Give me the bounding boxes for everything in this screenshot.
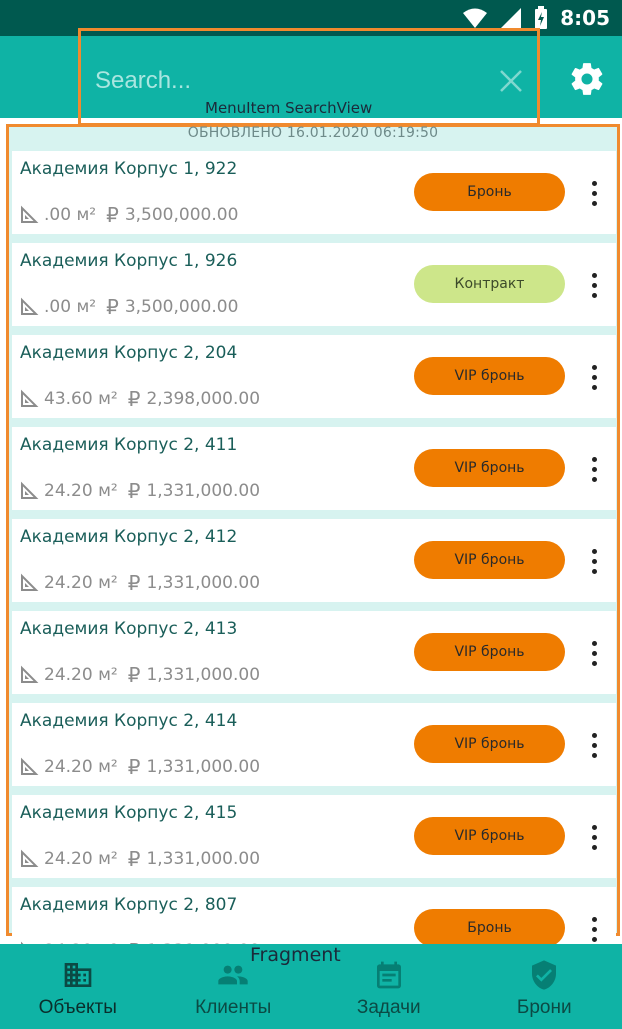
nav-label: Клиенты [195, 997, 272, 1018]
status-badge[interactable]: VIP бронь [414, 449, 565, 487]
object-title: Академия Корпус 2, 411 [20, 435, 238, 455]
object-meta [20, 663, 260, 687]
ruble-icon: ₽ [127, 755, 141, 779]
building-icon [62, 959, 94, 991]
object-price: 1,331,000.00 [146, 665, 261, 685]
object-area: 24.20 м² [44, 481, 118, 501]
status-badge[interactable]: VIP бронь [414, 541, 565, 579]
ruler-icon [20, 574, 38, 592]
object-price: 1,331,000.00 [146, 757, 261, 777]
ruler-icon [20, 390, 38, 408]
search-view [78, 28, 540, 126]
object-price: 1,331,000.00 [146, 573, 261, 593]
object-meta [20, 571, 260, 595]
object-price: 3,500,000.00 [124, 205, 239, 225]
list-item[interactable] [12, 703, 616, 786]
ruler-icon [20, 850, 38, 868]
ruble-icon: ₽ [127, 479, 141, 503]
search-view-annotation: MenuItem SearchView [205, 99, 373, 117]
status-badge[interactable]: VIP бронь [414, 633, 565, 671]
list-item[interactable] [12, 611, 616, 694]
ruler-icon [20, 206, 38, 224]
object-title: Академия Корпус 2, 415 [20, 803, 238, 823]
wifi-icon [462, 7, 488, 29]
object-meta [20, 203, 238, 227]
object-title: Академия Корпус 2, 412 [20, 527, 238, 547]
object-price: 2,398,000.00 [146, 389, 261, 409]
object-meta [20, 755, 260, 779]
nav-label: Объекты [38, 997, 117, 1018]
nav-label: Задачи [356, 997, 421, 1018]
status-badge[interactable]: VIP бронь [414, 357, 565, 395]
more-vert-icon[interactable] [584, 265, 604, 305]
gear-icon[interactable] [568, 60, 606, 98]
object-meta [20, 295, 238, 319]
object-list[interactable] [12, 151, 616, 979]
object-meta [20, 847, 260, 871]
object-title: Академия Корпус 2, 414 [20, 711, 238, 731]
calendar-icon [373, 959, 405, 991]
ruler-icon [20, 666, 38, 684]
ruble-icon: ₽ [127, 663, 141, 687]
object-price: 3,500,000.00 [124, 297, 239, 317]
object-area: 24.20 м² [44, 757, 118, 777]
object-price: 1,331,000.00 [146, 481, 261, 501]
ruble-icon: ₽ [127, 571, 141, 595]
more-vert-icon[interactable] [584, 633, 604, 673]
object-meta [20, 479, 260, 503]
object-area: .00 м² [44, 297, 97, 317]
list-item[interactable] [12, 519, 616, 602]
list-item[interactable] [12, 243, 616, 326]
status-badge[interactable]: VIP бронь [414, 725, 565, 763]
ruler-icon [20, 482, 38, 500]
ruble-icon: ₽ [106, 203, 119, 227]
updated-timestamp: ОБНОВЛЕНО 16.01.2020 06:19:50 [187, 125, 439, 141]
battery-charging-icon [534, 6, 548, 30]
signal-icon [500, 7, 522, 29]
more-vert-icon[interactable] [584, 909, 604, 949]
status-time: 8:05 [560, 6, 610, 30]
status-badge[interactable]: Бронь [414, 173, 565, 211]
status-badge[interactable]: Бронь [414, 909, 565, 947]
ruler-icon [20, 298, 38, 316]
more-vert-icon[interactable] [584, 449, 604, 489]
object-title: Академия Корпус 2, 807 [20, 895, 238, 915]
object-title: Академия Корпус 1, 922 [20, 159, 238, 179]
object-area: 24.20 м² [44, 849, 118, 869]
people-icon [217, 959, 249, 991]
shield-check-icon [528, 959, 560, 991]
object-title: Академия Корпус 2, 204 [20, 343, 238, 363]
list-item[interactable] [12, 795, 616, 878]
list-item[interactable] [12, 151, 616, 234]
object-meta [20, 387, 260, 411]
ruble-icon: ₽ [127, 847, 141, 871]
list-item[interactable] [12, 335, 616, 418]
nav-label: Брони [516, 997, 572, 1018]
search-input[interactable] [95, 61, 475, 101]
ruler-icon [20, 758, 38, 776]
nav-item-shield-check[interactable] [467, 944, 622, 1029]
close-icon[interactable] [497, 67, 525, 95]
list-item[interactable] [12, 427, 616, 510]
object-area: 43.60 м² [44, 389, 118, 409]
ruble-icon: ₽ [106, 295, 119, 319]
ruble-icon: ₽ [127, 387, 141, 411]
more-vert-icon[interactable] [584, 541, 604, 581]
object-area: 24.20 м² [44, 665, 118, 685]
status-badge[interactable]: VIP бронь [414, 817, 565, 855]
object-area: 24.20 м² [44, 573, 118, 593]
fragment-annotation: Fragment [250, 944, 341, 966]
more-vert-icon[interactable] [584, 725, 604, 765]
object-title: Академия Корпус 1, 926 [20, 251, 238, 271]
fragment-frame [6, 124, 620, 936]
more-vert-icon[interactable] [584, 817, 604, 857]
more-vert-icon[interactable] [584, 357, 604, 397]
more-vert-icon[interactable] [584, 173, 604, 213]
object-area: .00 м² [44, 205, 97, 225]
nav-item-building[interactable] [0, 944, 156, 1029]
status-badge[interactable]: Контракт [414, 265, 565, 303]
object-price: 1,331,000.00 [146, 849, 261, 869]
object-title: Академия Корпус 2, 413 [20, 619, 238, 639]
